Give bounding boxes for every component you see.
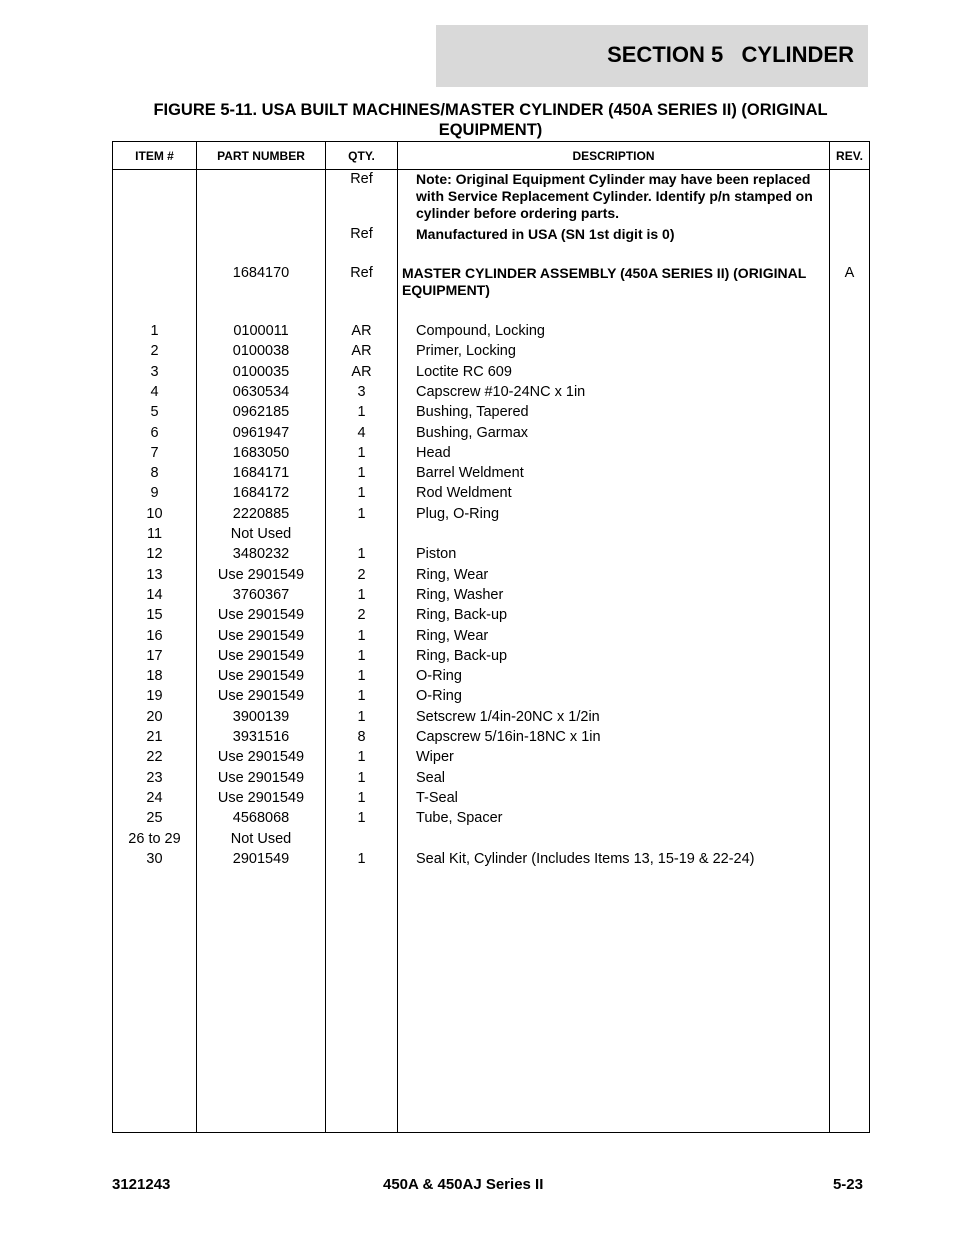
row-item-number: 22 xyxy=(146,749,163,765)
row-qty: 1 xyxy=(357,851,366,867)
row-description: Setscrew 1/4in-20NC x 1/2in xyxy=(416,709,600,725)
footer-model: 450A & 450AJ Series II xyxy=(383,1176,544,1193)
row-part-number: 3931516 xyxy=(232,729,290,745)
row-part-number: Use 2901549 xyxy=(217,790,305,806)
assembly-rev: A xyxy=(844,265,855,281)
row-item-number: 11 xyxy=(146,526,163,542)
row-item-number: 8 xyxy=(150,465,159,481)
row-qty: 1 xyxy=(357,506,366,522)
row-part-number: 0961947 xyxy=(232,425,290,441)
row-qty: 1 xyxy=(357,404,366,420)
row-description: Piston xyxy=(416,546,457,562)
row-description: Bushing, Tapered xyxy=(416,404,529,420)
row-qty: 1 xyxy=(357,688,366,704)
row-part-number: 2220885 xyxy=(232,506,290,522)
row-item-number: 23 xyxy=(146,770,163,786)
row-description: Tube, Spacer xyxy=(416,810,503,826)
row-part-number: 0962185 xyxy=(232,404,290,420)
row-item-number: 16 xyxy=(146,628,163,644)
section-title: SECTION 5 CYLINDER xyxy=(607,42,854,67)
row-item-number: 2 xyxy=(150,343,159,359)
row-description: Ring, Washer xyxy=(416,587,504,603)
row-qty: 1 xyxy=(357,628,366,644)
table-header xyxy=(113,142,869,170)
row-description: Ring, Wear xyxy=(416,628,489,644)
row-item-number: 4 xyxy=(150,384,159,400)
row-part-number: Not Used xyxy=(230,526,292,542)
row-description: Wiper xyxy=(416,749,454,765)
row-part-number: 3900139 xyxy=(232,709,290,725)
row-part-number: 0630534 xyxy=(232,384,290,400)
row-description: Loctite RC 609 xyxy=(416,364,512,380)
row-item-number: 12 xyxy=(146,546,163,562)
row-description: Compound, Locking xyxy=(416,323,545,339)
row-part-number: 1683050 xyxy=(232,445,290,461)
row-qty: 1 xyxy=(357,709,366,725)
row-description: Bushing, Garmax xyxy=(416,425,529,441)
note-qty: Ref xyxy=(350,226,373,242)
row-part-number: Use 2901549 xyxy=(217,567,305,583)
column-divider xyxy=(829,142,830,1132)
row-part-number: Use 2901549 xyxy=(217,668,305,684)
row-item-number: 14 xyxy=(146,587,163,603)
figure-title: FIGURE 5-11. USA BUILT MACHINES/MASTER CYLINDER (450A SERIES II) (ORIGINAL EQUIPMENT) xyxy=(153,101,828,139)
row-part-number: Use 2901549 xyxy=(217,628,305,644)
row-description: Seal xyxy=(416,770,446,786)
row-qty: 1 xyxy=(357,587,366,603)
row-description: Primer, Locking xyxy=(416,343,516,359)
row-description: Capscrew #10-24NC x 1in xyxy=(416,384,586,400)
row-item-number: 15 xyxy=(146,607,163,623)
row-item-number: 25 xyxy=(146,810,163,826)
row-qty: 2 xyxy=(357,607,366,623)
row-part-number: Use 2901549 xyxy=(217,648,305,664)
row-description: Rod Weldment xyxy=(416,485,512,501)
row-item-number: 13 xyxy=(146,567,163,583)
row-item-number: 6 xyxy=(150,425,159,441)
row-item-number: 1 xyxy=(150,323,159,339)
row-part-number: Use 2901549 xyxy=(217,749,305,765)
row-part-number: Use 2901549 xyxy=(217,688,305,704)
row-item-number: 5 xyxy=(150,404,159,420)
row-part-number: 0100011 xyxy=(233,323,289,339)
row-description: Plug, O-Ring xyxy=(416,506,500,522)
row-description: Barrel Weldment xyxy=(416,465,524,481)
row-part-number: Use 2901549 xyxy=(217,770,305,786)
row-part-number: 0100035 xyxy=(232,364,290,380)
row-item-number: 19 xyxy=(146,688,163,704)
assembly-description: MASTER CYLINDER ASSEMBLY (450A SERIES II) (ORIGINAL EQUIPMENT) xyxy=(402,265,806,298)
row-item-number: 30 xyxy=(146,851,163,867)
row-item-number: 26 to 29 xyxy=(128,831,181,847)
row-qty: 1 xyxy=(357,465,366,481)
assembly-part-number: 1684170 xyxy=(232,265,290,281)
row-part-number: Not Used xyxy=(230,831,292,847)
assembly-qty: Ref xyxy=(350,265,373,281)
row-qty: 3 xyxy=(357,384,366,400)
row-description: O-Ring xyxy=(416,688,462,704)
row-qty: 1 xyxy=(357,810,366,826)
row-part-number: 3760367 xyxy=(232,587,290,603)
row-item-number: 9 xyxy=(150,485,159,501)
row-item-number: 20 xyxy=(146,709,163,725)
row-qty: 1 xyxy=(357,668,366,684)
row-qty: 2 xyxy=(357,567,366,583)
footer-page-number: 5-23 xyxy=(832,1176,863,1193)
row-description: Capscrew 5/16in-18NC x 1in xyxy=(416,729,601,745)
row-item-number: 18 xyxy=(146,668,163,684)
row-qty: AR xyxy=(351,343,372,359)
row-part-number: 3480232 xyxy=(232,546,290,562)
header-part-number: PART NUMBER xyxy=(217,149,305,163)
section-header xyxy=(436,25,868,87)
row-qty: 1 xyxy=(357,546,366,562)
row-description: O-Ring xyxy=(416,668,462,684)
row-item-number: 10 xyxy=(146,506,163,522)
row-description: Head xyxy=(416,445,451,461)
header-rev: REV. xyxy=(836,149,863,163)
row-description: Ring, Back-up xyxy=(416,648,508,664)
row-part-number: 1684172 xyxy=(232,485,290,501)
row-part-number: 4568068 xyxy=(232,810,290,826)
row-qty: 4 xyxy=(357,425,366,441)
row-description: Seal Kit, Cylinder (Includes Items 13, 15-19 & 22-24) xyxy=(416,851,755,867)
row-item-number: 17 xyxy=(146,648,163,664)
column-divider xyxy=(397,142,398,1132)
row-part-number: Use 2901549 xyxy=(217,607,305,623)
row-part-number: 0100038 xyxy=(232,343,290,359)
header-description: DESCRIPTION xyxy=(572,149,655,163)
header-qty: QTY. xyxy=(348,149,375,163)
row-qty: 1 xyxy=(357,648,366,664)
row-qty: 1 xyxy=(357,770,366,786)
row-item-number: 7 xyxy=(150,445,159,461)
header-item: ITEM # xyxy=(135,149,174,163)
row-item-number: 24 xyxy=(146,790,163,806)
row-qty: 8 xyxy=(357,729,366,745)
row-part-number: 1684171 xyxy=(232,465,290,481)
note-text: Manufactured in USA (SN 1st digit is 0) xyxy=(416,226,675,242)
row-qty: 1 xyxy=(357,749,366,765)
row-description: Ring, Wear xyxy=(416,567,489,583)
note-text: Note: Original Equipment Cylinder may have been replaced with Service Replacement Cylinder. Identify p/n stamped on cylinder before ordering parts. xyxy=(416,171,813,221)
row-description: Ring, Back-up xyxy=(416,607,508,623)
footer-doc-number: 3121243 xyxy=(112,1176,171,1193)
row-item-number: 21 xyxy=(146,729,163,745)
row-qty: 1 xyxy=(357,790,366,806)
row-qty: 1 xyxy=(357,445,366,461)
row-description: T-Seal xyxy=(416,790,458,806)
parts-table xyxy=(112,141,870,1133)
note-qty: Ref xyxy=(350,171,373,187)
row-qty: AR xyxy=(351,323,372,339)
row-part-number: 2901549 xyxy=(232,851,290,867)
row-qty: AR xyxy=(351,364,372,380)
row-qty: 1 xyxy=(357,485,366,501)
row-item-number: 3 xyxy=(150,364,159,380)
